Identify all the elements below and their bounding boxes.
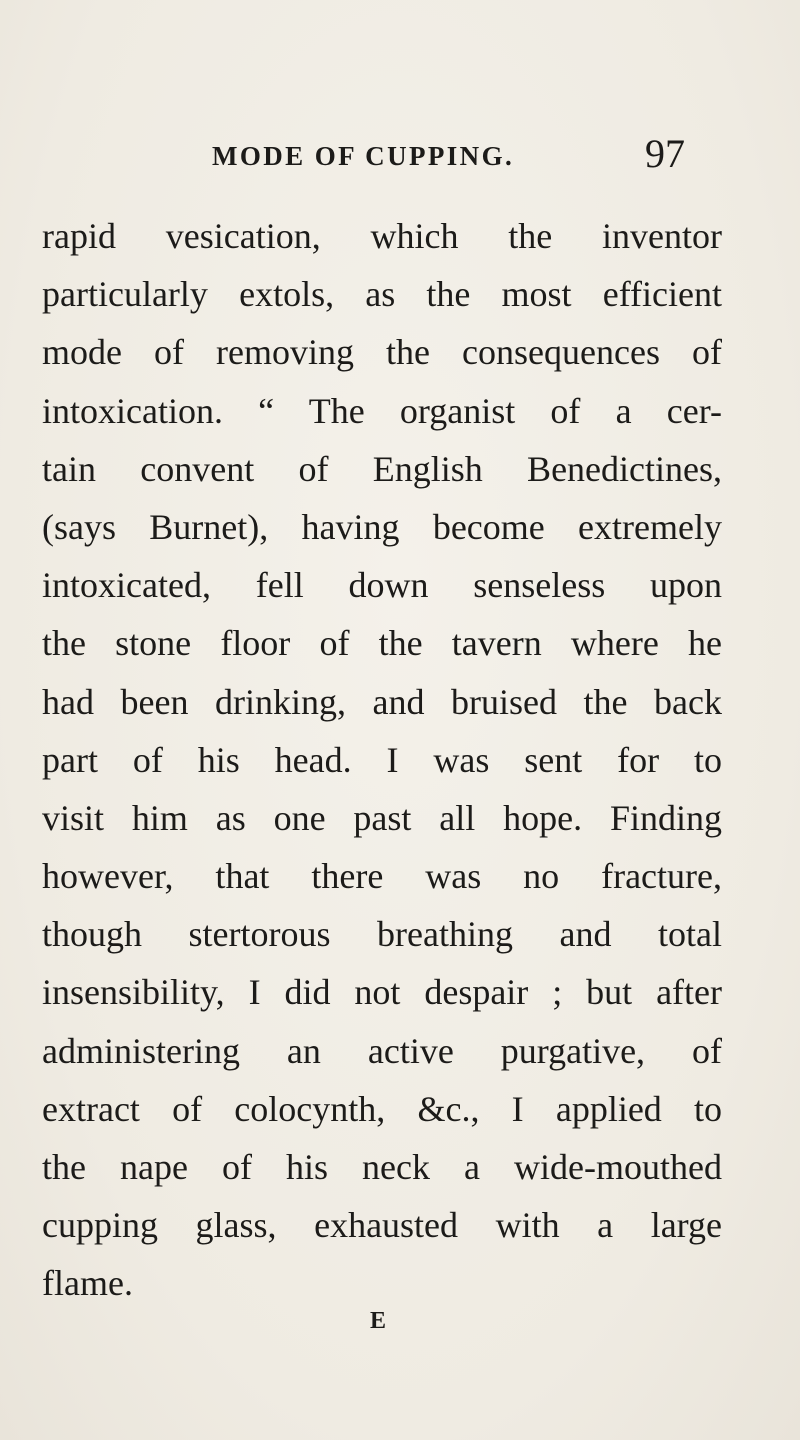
text-line: insensibility, I did not despair ; but after [42, 972, 722, 1013]
text-line: flame. [42, 1263, 133, 1304]
running-head [212, 131, 712, 176]
text-line: the nape of his neck a wide-mouthed [42, 1147, 722, 1187]
text-line: administering an active purgative, of [42, 1030, 722, 1071]
text-line: however, that there was no fracture, [42, 856, 722, 897]
text-line: intoxicated, fell down senseless upon [42, 565, 722, 606]
text-line: had been drinking, and bruised the back [42, 681, 722, 722]
text-line: (says Burnet), having become extremely [42, 506, 722, 547]
page-number: 97 [645, 131, 685, 176]
text-line: intoxication. “ The organist of a cer- [42, 390, 722, 431]
text-line: visit him as one past all hope. Finding [42, 797, 722, 838]
text-line: the stone floor of the tavern where he [42, 623, 722, 664]
text-line: rapid vesication, which the inventor [42, 216, 722, 256]
signature-mark: E [370, 1308, 387, 1334]
text-line: though stertorous breathing and total [42, 914, 722, 955]
text-line: part of his head. I was sent for to [42, 739, 722, 780]
running-title: MODE OF CUPPING. [212, 141, 515, 171]
text-line: extract of colocynth, &c., I applied to [42, 1088, 722, 1129]
body-text [42, 207, 722, 1313]
text-line: tain convent of English Benedictines, [42, 448, 722, 489]
text-line: mode of removing the consequences of [42, 332, 722, 373]
text-line: cupping glass, exhausted with a large [42, 1205, 722, 1246]
text-line: particularly extols, as the most efficient [42, 274, 722, 315]
